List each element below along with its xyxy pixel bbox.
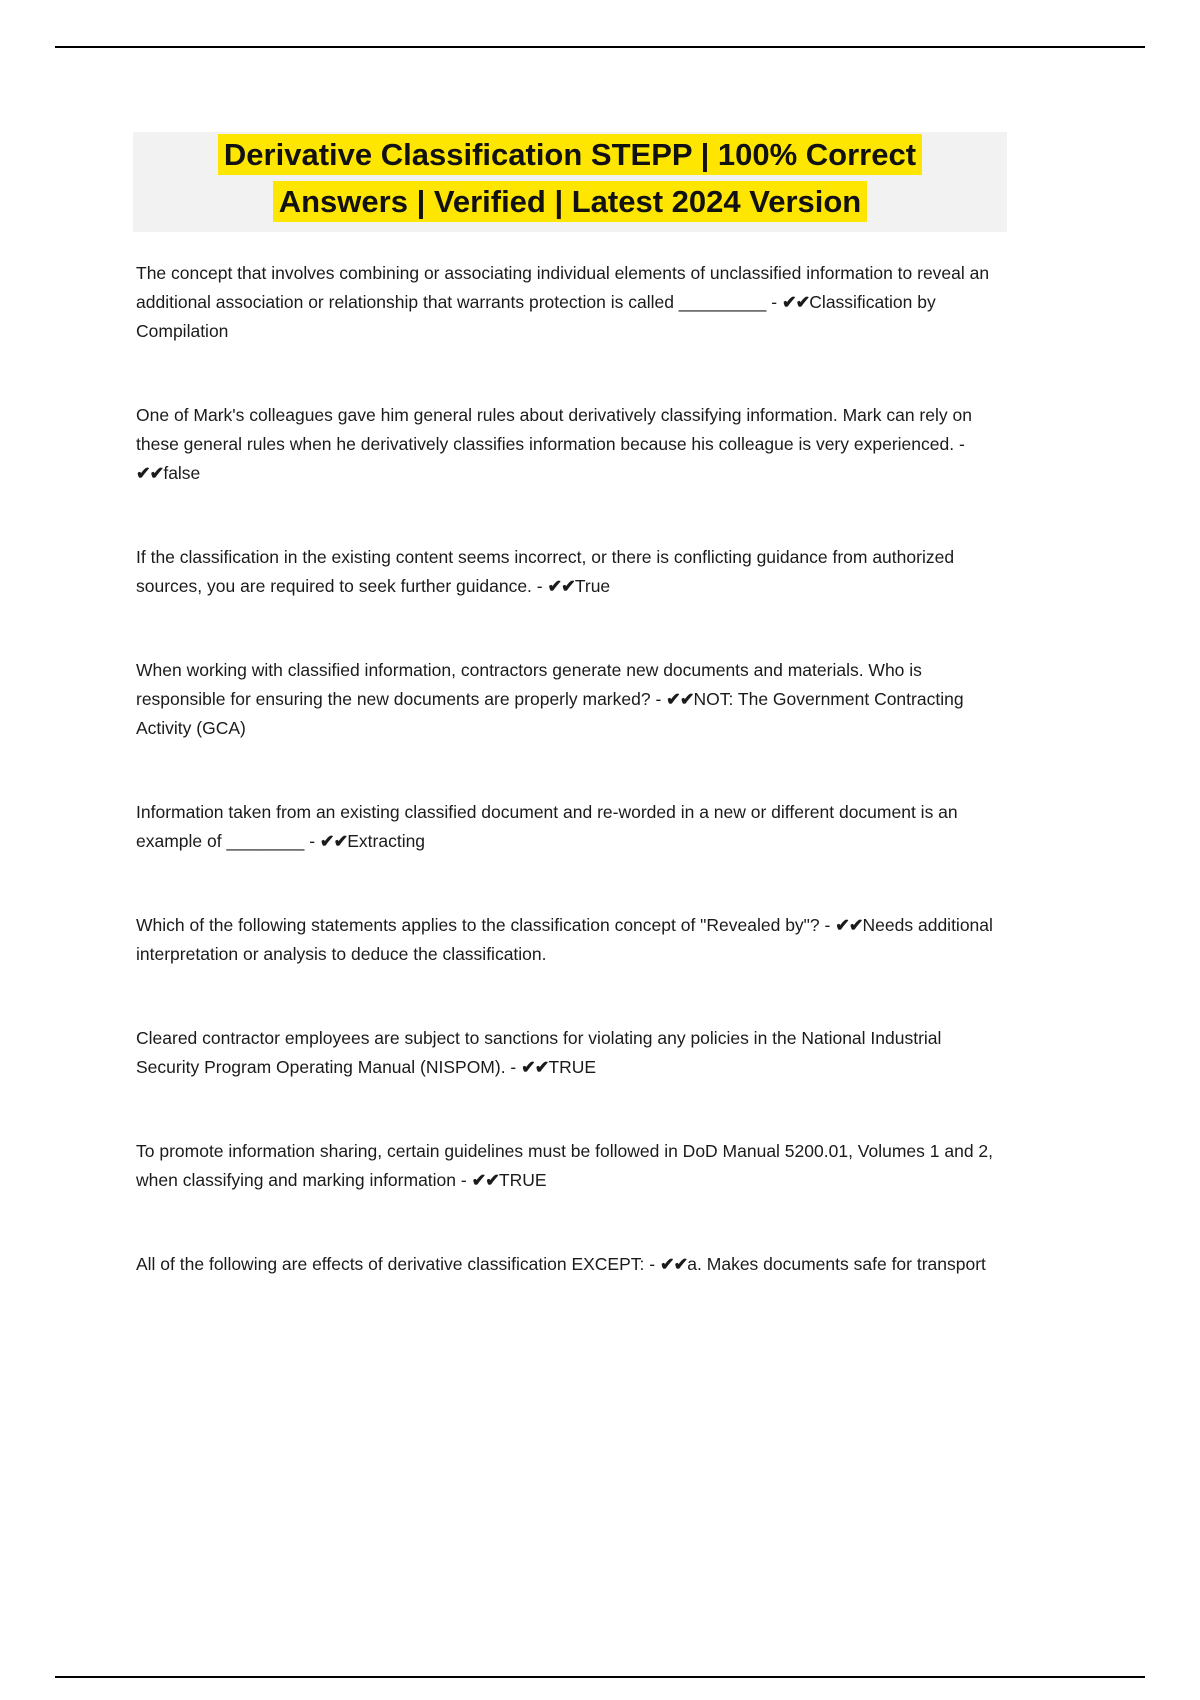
answer-text: NOT: The Government Contracting Activity (GCA): [136, 689, 964, 738]
bottom-rule: [55, 1676, 1145, 1678]
question-text: Cleared contractor employees are subject to sanctions for violating any policies in the National Industrial Security Program Operating Manual (NISPOM). -: [136, 1028, 942, 1077]
qa-item-9: [136, 1250, 1006, 1279]
answer-text: Needs additional interpretation or analysis to deduce the classification.: [136, 915, 993, 964]
checkmark-icon: ✔✔: [659, 1254, 688, 1274]
qa-item-8: [136, 1137, 1006, 1195]
question-text: Which of the following statements applies to the classification concept of "Revealed by"? -: [136, 915, 831, 935]
checkmark-icon: ✔✔: [136, 463, 164, 483]
answer-text: TRUE: [548, 1057, 597, 1077]
title-line-1-text: Derivative Classification STEPP | 100% Correct: [218, 134, 922, 175]
question-text: When working with classified information, contractors generate new documents and materials. Who is responsible for ensuring the new documents are properly marked? -: [136, 660, 922, 709]
qa-item-3: [136, 543, 1006, 601]
checkmark-icon: ✔✔: [471, 1170, 499, 1190]
qa-item-2: [136, 401, 1006, 488]
question-text: If the classification in the existing content seems incorrect, or there is conflicting guidance from authorized sources, you are required to seek further guidance. -: [136, 547, 955, 596]
question-text: To promote information sharing, certain guidelines must be followed in DoD Manual 5200.01, Volumes 1 and 2, when classifying and marking information -: [136, 1141, 994, 1190]
qa-item-5: [136, 798, 1006, 856]
title-line-2: [133, 181, 1007, 228]
question-text: The concept that involves combining or associating individual elements of unclassified information to reveal an additional association or relationship that warrants protection is called _________ -: [136, 263, 990, 312]
top-rule: [55, 46, 1145, 48]
qa-content: [136, 259, 1006, 1334]
answer-text: Classification by Compilation: [136, 292, 936, 341]
answer-text: TRUE: [498, 1170, 547, 1190]
qa-item-7: [136, 1024, 1006, 1082]
document-title: [133, 132, 1007, 232]
checkmark-icon: ✔✔: [666, 689, 694, 709]
qa-item-6: [136, 911, 1006, 969]
question-text: One of Mark's colleagues gave him general rules about derivatively classifying information. Mark can rely on these general rules when he derivatively classifies information because his colleague is very experienced. -: [136, 405, 972, 454]
checkmark-icon: ✔✔: [547, 576, 575, 596]
checkmark-icon: ✔✔: [835, 915, 863, 935]
answer-text: false: [163, 463, 201, 483]
title-line-1: [133, 134, 1007, 181]
checkmark-icon: ✔✔: [521, 1057, 549, 1077]
qa-item-4: [136, 656, 1006, 743]
answer-text: True: [574, 576, 611, 596]
question-text: Information taken from an existing classified document and re-worded in a new or different document is an example of ________ -: [136, 802, 958, 851]
title-line-2-text: Answers | Verified | Latest 2024 Version: [273, 181, 868, 222]
qa-item-1: [136, 259, 1006, 346]
checkmark-icon: ✔✔: [319, 831, 348, 851]
answer-text: Extracting: [347, 831, 426, 851]
question-text: All of the following are effects of derivative classification EXCEPT: -: [136, 1254, 656, 1274]
checkmark-icon: ✔✔: [781, 292, 810, 312]
answer-text: a. Makes documents safe for transport: [687, 1254, 986, 1274]
